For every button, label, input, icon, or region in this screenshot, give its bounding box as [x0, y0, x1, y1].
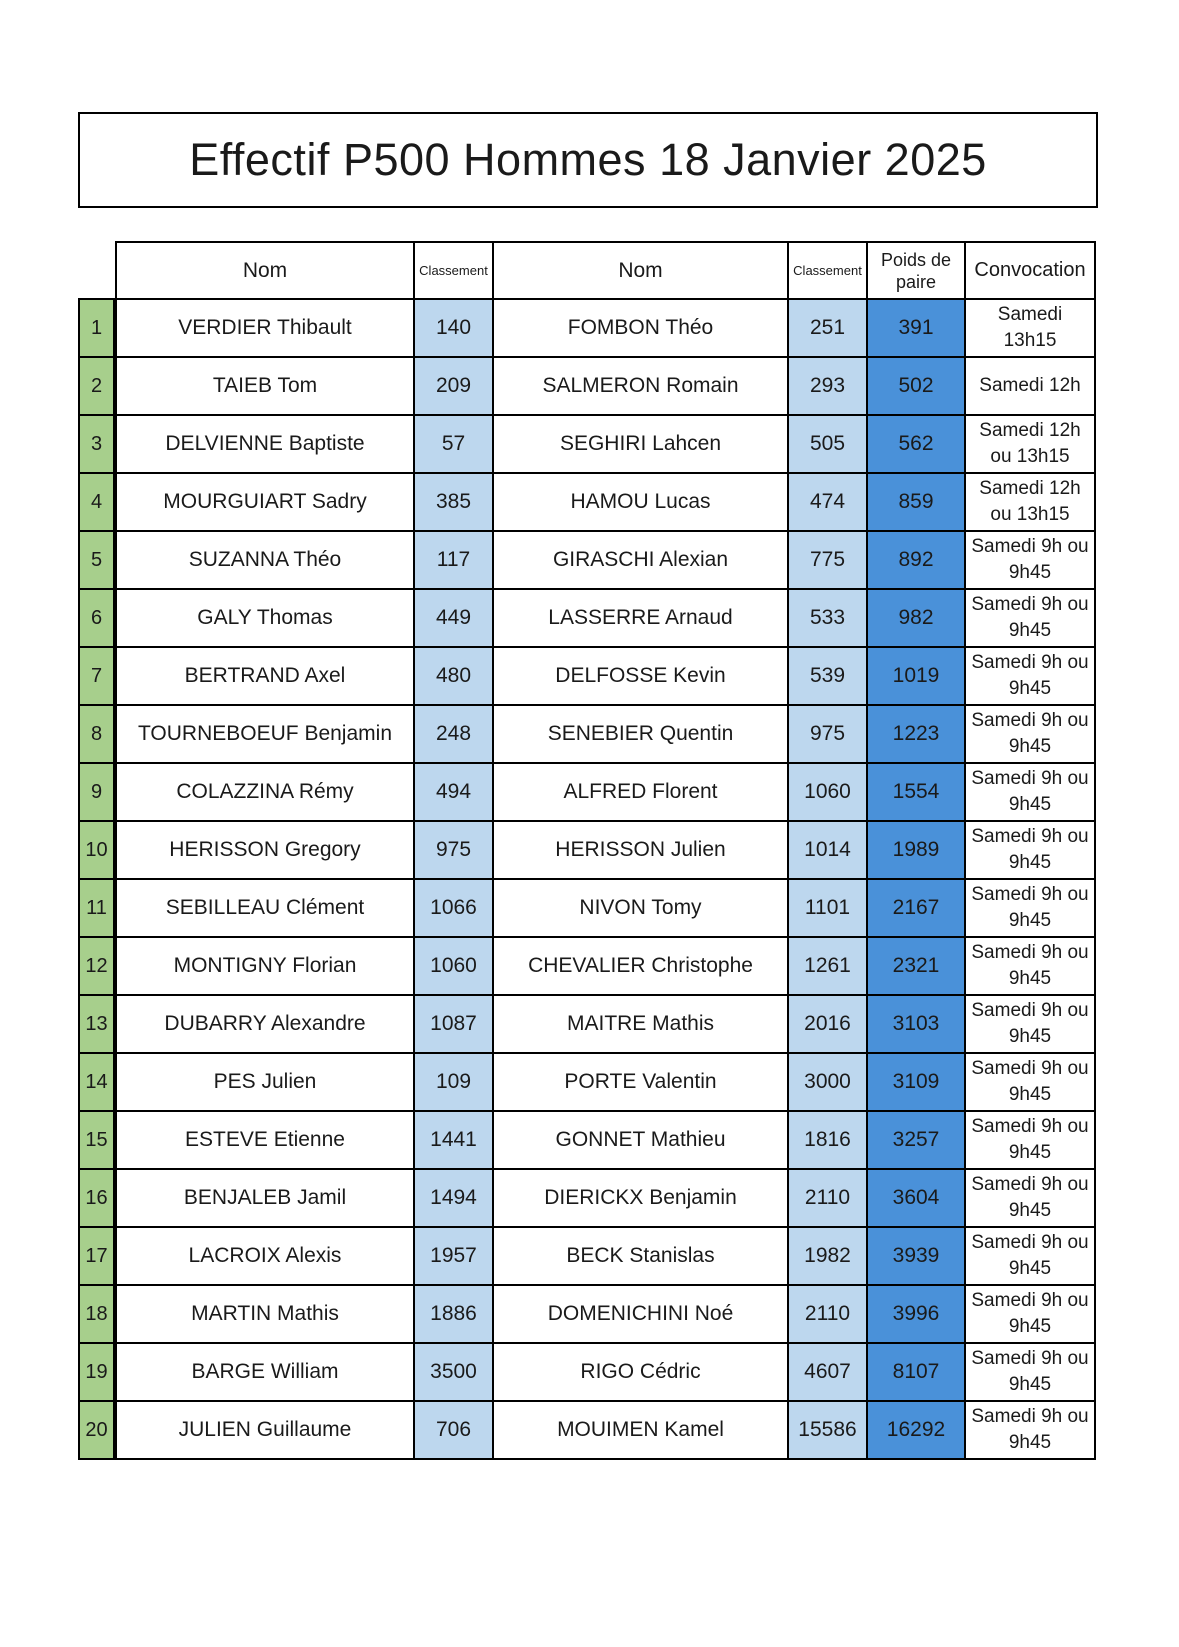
player2-rank-cell: 775	[789, 532, 866, 588]
row-number-cell: 13	[80, 996, 113, 1052]
convocation-cell	[966, 1402, 1094, 1458]
convocation-line: Samedi 9h ou	[971, 1174, 1089, 1195]
player2-name-cell: DELFOSSE Kevin	[494, 648, 787, 704]
player1-name-cell: LACROIX Alexis	[117, 1228, 413, 1284]
row-number-cell: 7	[80, 648, 113, 704]
player2-rank-cell: 2110	[789, 1170, 866, 1226]
player1-name-cell: MONTIGNY Florian	[117, 938, 413, 994]
page-title: Effectif P500 Hommes 18 Janvier 2025	[189, 134, 987, 185]
player1-name-cell: PES Julien	[117, 1054, 413, 1110]
player2-name-cell: FOMBON Théo	[494, 300, 787, 356]
convocation-line: Samedi 9h ou	[971, 652, 1089, 673]
player1-rank-cell: 706	[415, 1402, 492, 1458]
player2-name-cell: HERISSON Julien	[494, 822, 787, 878]
convocation-line: ou 13h15	[990, 446, 1070, 467]
pair-weight-cell: 2321	[868, 938, 964, 994]
player2-name-cell: NIVON Tomy	[494, 880, 787, 936]
pair-weight-cell: 391	[868, 300, 964, 356]
pair-weight-cell: 502	[868, 358, 964, 414]
player1-rank-cell: 1087	[415, 996, 492, 1052]
player2-rank-cell: 533	[789, 590, 866, 646]
player2-rank-cell: 2110	[789, 1286, 866, 1342]
convocation-line: Samedi 9h ou	[971, 826, 1089, 847]
player1-name-cell: HERISSON Gregory	[117, 822, 413, 878]
player1-rank-cell: 57	[415, 416, 492, 472]
player2-rank-cell: 4607	[789, 1344, 866, 1400]
convocation-cell	[966, 416, 1094, 472]
convocation-line: Samedi 9h ou	[971, 594, 1089, 615]
convocation-line: Samedi	[997, 304, 1063, 325]
player2-name-cell: BECK Stanislas	[494, 1228, 787, 1284]
row-number-cell: 6	[80, 590, 113, 646]
convocation-line: Samedi 9h ou	[971, 536, 1089, 557]
convocation-line: 9h45	[1008, 1200, 1052, 1221]
pair-weight-cell: 3996	[868, 1286, 964, 1342]
pair-weight-cell: 1223	[868, 706, 964, 762]
player2-name-cell: MAITRE Mathis	[494, 996, 787, 1052]
player2-rank-cell: 975	[789, 706, 866, 762]
convocation-cell	[966, 880, 1094, 936]
pair-weight-cell: 3939	[868, 1228, 964, 1284]
player1-name-cell: COLAZZINA Rémy	[117, 764, 413, 820]
player1-rank-cell: 975	[415, 822, 492, 878]
row-number-cell: 15	[80, 1112, 113, 1168]
convocation-line: 9h45	[1008, 968, 1052, 989]
header-name1-cell: Nom	[117, 243, 413, 298]
convocation-cell	[966, 590, 1094, 646]
player2-name-cell: DIERICKX Benjamin	[494, 1170, 787, 1226]
player2-rank-cell: 1261	[789, 938, 866, 994]
convocation-cell	[966, 300, 1094, 356]
convocation-cell	[966, 1054, 1094, 1110]
player2-rank-cell: 1982	[789, 1228, 866, 1284]
pair-weight-cell: 859	[868, 474, 964, 530]
player2-name-cell: ALFRED Florent	[494, 764, 787, 820]
convocation-line: 9h45	[1008, 1432, 1052, 1453]
row-number-cell: 8	[80, 706, 113, 762]
row-number-cell: 1	[80, 300, 113, 356]
player1-rank-cell: 140	[415, 300, 492, 356]
pair-weight-cell: 1554	[868, 764, 964, 820]
player1-name-cell: BARGE William	[117, 1344, 413, 1400]
pair-weight-cell: 2167	[868, 880, 964, 936]
convocation-cell	[966, 358, 1094, 414]
convocation-line: Samedi 12h	[979, 420, 1081, 441]
row-number-column	[78, 298, 115, 1460]
player2-name-cell: PORTE Valentin	[494, 1054, 787, 1110]
player2-rank-cell: 251	[789, 300, 866, 356]
player2-rank-cell: 2016	[789, 996, 866, 1052]
convocation-line: 9h45	[1008, 1374, 1052, 1395]
player2-rank-cell: 293	[789, 358, 866, 414]
player2-name-cell: SEGHIRI Lahcen	[494, 416, 787, 472]
convocation-line: Samedi 12h	[979, 478, 1081, 499]
pair-weight-cell: 16292	[868, 1402, 964, 1458]
convocation-cell	[966, 996, 1094, 1052]
player1-rank-cell: 1066	[415, 880, 492, 936]
row-number-cell: 14	[80, 1054, 113, 1110]
row-number-cell: 12	[80, 938, 113, 994]
row-number-cell: 17	[80, 1228, 113, 1284]
convocation-line: Samedi 9h ou	[971, 1232, 1089, 1253]
player2-name-cell: GONNET Mathieu	[494, 1112, 787, 1168]
pair-weight-cell: 982	[868, 590, 964, 646]
roster-table	[78, 241, 1096, 1460]
pair-weight-cell: 8107	[868, 1344, 964, 1400]
player1-name-cell: JULIEN Guillaume	[117, 1402, 413, 1458]
pair-weight-cell: 3103	[868, 996, 964, 1052]
convocation-cell	[966, 1228, 1094, 1284]
header-rank1-cell: Classement	[415, 243, 492, 298]
convocation-line: Samedi 9h ou	[971, 1290, 1089, 1311]
player1-rank-cell: 3500	[415, 1344, 492, 1400]
player2-name-cell: SENEBIER Quentin	[494, 706, 787, 762]
pair-weight-cell: 892	[868, 532, 964, 588]
pair-weight-cell: 3109	[868, 1054, 964, 1110]
player1-name-cell: BENJALEB Jamil	[117, 1170, 413, 1226]
player2-name-cell: SALMERON Romain	[494, 358, 787, 414]
convocation-line: 9h45	[1008, 620, 1052, 641]
convocation-line: 9h45	[1008, 1084, 1052, 1105]
convocation-line: Samedi 9h ou	[971, 942, 1089, 963]
player2-name-cell: GIRASCHI Alexian	[494, 532, 787, 588]
convocation-line: Samedi 9h ou	[971, 1348, 1089, 1369]
header-pair-weight-cell: Poids de paire	[868, 243, 964, 298]
header-rank2-cell: Classement	[789, 243, 866, 298]
player2-rank-cell: 1816	[789, 1112, 866, 1168]
convocation-line: 13h15	[1003, 330, 1057, 351]
row-number-cell: 5	[80, 532, 113, 588]
pair-weight-cell: 1019	[868, 648, 964, 704]
convocation-line: ou 13h15	[990, 504, 1070, 525]
convocation-line: Samedi 9h ou	[971, 1058, 1089, 1079]
player1-rank-cell: 385	[415, 474, 492, 530]
player2-name-cell: HAMOU Lucas	[494, 474, 787, 530]
player1-rank-cell: 209	[415, 358, 492, 414]
player1-rank-cell: 1957	[415, 1228, 492, 1284]
roster-grid	[115, 241, 1096, 1460]
player2-name-cell: CHEVALIER Christophe	[494, 938, 787, 994]
pair-weight-cell: 562	[868, 416, 964, 472]
convocation-line: 9h45	[1008, 794, 1052, 815]
player1-name-cell: ESTEVE Etienne	[117, 1112, 413, 1168]
convocation-line: Samedi 9h ou	[971, 710, 1089, 731]
player1-rank-cell: 109	[415, 1054, 492, 1110]
player1-name-cell: VERDIER Thibault	[117, 300, 413, 356]
row-number-cell: 18	[80, 1286, 113, 1342]
player1-rank-cell: 449	[415, 590, 492, 646]
row-number-cell: 19	[80, 1344, 113, 1400]
player2-rank-cell: 15586	[789, 1402, 866, 1458]
header-convocation-cell: Convocation	[966, 243, 1094, 298]
pair-weight-cell: 1989	[868, 822, 964, 878]
convocation-line: Samedi 9h ou	[971, 1406, 1089, 1427]
convocation-line: Samedi 9h ou	[971, 1116, 1089, 1137]
row-number-cell: 2	[80, 358, 113, 414]
convocation-cell	[966, 1344, 1094, 1400]
player2-rank-cell: 1014	[789, 822, 866, 878]
player1-name-cell: SUZANNA Théo	[117, 532, 413, 588]
player2-rank-cell: 505	[789, 416, 866, 472]
convocation-cell	[966, 706, 1094, 762]
convocation-line: Samedi 9h ou	[971, 884, 1089, 905]
player1-name-cell: MARTIN Mathis	[117, 1286, 413, 1342]
convocation-cell	[966, 532, 1094, 588]
convocation-cell	[966, 822, 1094, 878]
player1-rank-cell: 480	[415, 648, 492, 704]
player2-rank-cell: 3000	[789, 1054, 866, 1110]
row-number-cell: 10	[80, 822, 113, 878]
row-number-cell: 20	[80, 1402, 113, 1458]
player2-name-cell: MOUIMEN Kamel	[494, 1402, 787, 1458]
convocation-line: 9h45	[1008, 1316, 1052, 1337]
player1-rank-cell: 494	[415, 764, 492, 820]
player1-rank-cell: 1060	[415, 938, 492, 994]
player1-rank-cell: 1441	[415, 1112, 492, 1168]
player1-name-cell: DUBARRY Alexandre	[117, 996, 413, 1052]
convocation-line: 9h45	[1008, 852, 1052, 873]
row-number-cell: 3	[80, 416, 113, 472]
row-number-cell: 4	[80, 474, 113, 530]
header-name2-cell: Nom	[494, 243, 787, 298]
convocation-line: 9h45	[1008, 736, 1052, 757]
player1-name-cell: BERTRAND Axel	[117, 648, 413, 704]
row-number-cell: 11	[80, 880, 113, 936]
player1-name-cell: MOURGUIART Sadry	[117, 474, 413, 530]
convocation-line: 9h45	[1008, 1142, 1052, 1163]
convocation-line: Samedi 12h	[979, 375, 1081, 396]
convocation-line: 9h45	[1008, 910, 1052, 931]
convocation-line: 9h45	[1008, 678, 1052, 699]
convocation-cell	[966, 648, 1094, 704]
player1-name-cell: GALY Thomas	[117, 590, 413, 646]
pair-weight-cell: 3604	[868, 1170, 964, 1226]
player1-rank-cell: 117	[415, 532, 492, 588]
row-number-cell: 16	[80, 1170, 113, 1226]
convocation-line: 9h45	[1008, 1258, 1052, 1279]
row-number-cell: 9	[80, 764, 113, 820]
player1-name-cell: DELVIENNE Baptiste	[117, 416, 413, 472]
title-box	[78, 112, 1098, 208]
player2-name-cell: DOMENICHINI Noé	[494, 1286, 787, 1342]
pair-weight-cell: 3257	[868, 1112, 964, 1168]
player2-name-cell: LASSERRE Arnaud	[494, 590, 787, 646]
convocation-line: 9h45	[1008, 562, 1052, 583]
player1-name-cell: TOURNEBOEUF Benjamin	[117, 706, 413, 762]
player1-name-cell: TAIEB Tom	[117, 358, 413, 414]
convocation-line: Samedi 9h ou	[971, 1000, 1089, 1021]
player1-rank-cell: 1494	[415, 1170, 492, 1226]
convocation-cell	[966, 1286, 1094, 1342]
convocation-cell	[966, 764, 1094, 820]
player2-rank-cell: 1101	[789, 880, 866, 936]
convocation-line: 9h45	[1008, 1026, 1052, 1047]
player2-rank-cell: 539	[789, 648, 866, 704]
convocation-cell	[966, 474, 1094, 530]
player2-rank-cell: 474	[789, 474, 866, 530]
convocation-cell	[966, 1112, 1094, 1168]
player1-rank-cell: 248	[415, 706, 492, 762]
player1-name-cell: SEBILLEAU Clément	[117, 880, 413, 936]
player2-name-cell: RIGO Cédric	[494, 1344, 787, 1400]
convocation-cell	[966, 938, 1094, 994]
convocation-cell	[966, 1170, 1094, 1226]
player1-rank-cell: 1886	[415, 1286, 492, 1342]
convocation-line: Samedi 9h ou	[971, 768, 1089, 789]
player2-rank-cell: 1060	[789, 764, 866, 820]
